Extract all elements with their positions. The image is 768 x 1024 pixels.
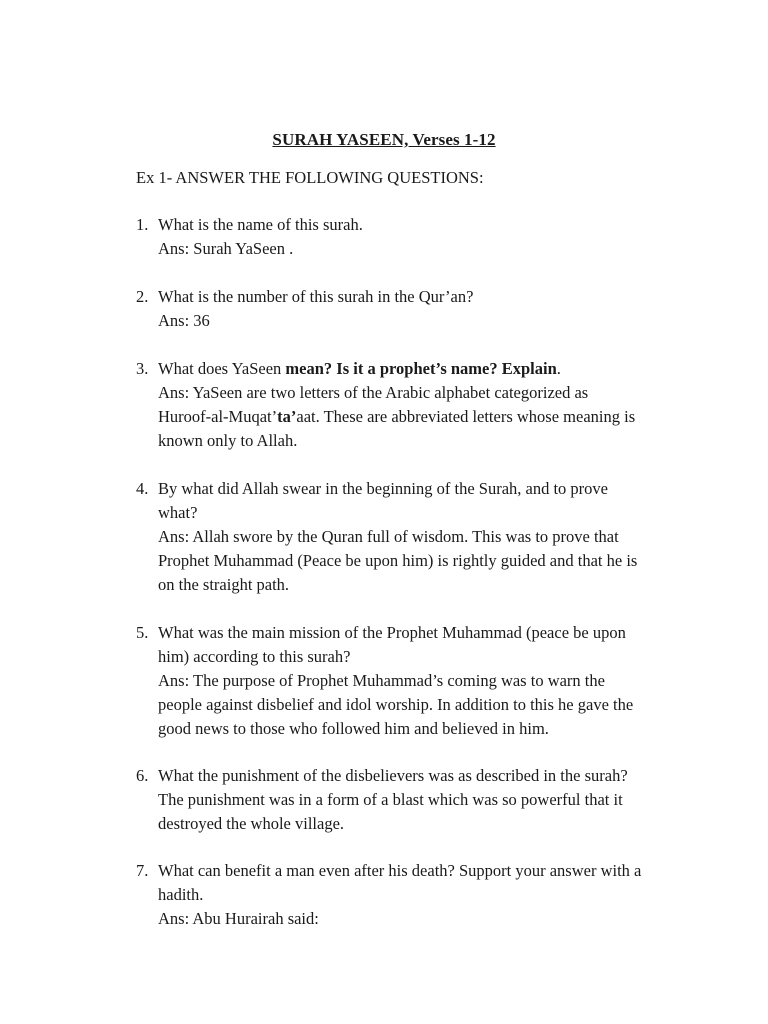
answer-text: Ans: 36 — [158, 311, 210, 330]
exercise-heading: Ex 1- ANSWER THE FOLLOWING QUESTIONS: — [136, 168, 484, 187]
question-number: 5. — [136, 623, 149, 642]
question-5 — [136, 621, 696, 741]
answer-text: Ans: YaSeen are two letters of the Arabic alphabet categorized as — [158, 383, 589, 402]
question-text: What is the name of this surah. — [158, 215, 363, 234]
question-text: By what did Allah swear in the beginning of the Surah, and to prove — [158, 479, 608, 498]
answer-text: people against disbelief and idol worship. In addition to this he gave the — [158, 695, 634, 714]
question-text-bold: mean? Is it a prophet’s name? Explain — [285, 359, 557, 378]
answer-text: known only to Allah. — [158, 431, 298, 450]
answer-text: Ans: Abu Hurairah said: — [158, 909, 319, 928]
question-number: 4. — [136, 479, 149, 498]
question-number: 7. — [136, 861, 149, 880]
answer-text: Ans: The purpose of Prophet Muhammad’s coming was to warn the — [158, 671, 605, 690]
question-4 — [136, 477, 696, 597]
question-text — [158, 357, 696, 381]
answer-text-end: aat. These are abbreviated letters whose meaning is — [296, 407, 636, 426]
answer-text: Ans: Allah swore by the Quran full of wisdom. This was to prove that — [158, 527, 619, 546]
answer-text: on the straight path. — [158, 575, 290, 594]
question-number: 3. — [136, 359, 149, 378]
question-text: him) according to this surah? — [158, 647, 351, 666]
question-text: What was the main mission of the Prophet Muhammad (peace be upon — [158, 623, 626, 642]
question-2 — [136, 285, 696, 333]
question-number: 2. — [136, 287, 149, 306]
question-6 — [136, 764, 696, 836]
answer-text: The punishment was in a form of a blast which was so powerful that it — [158, 790, 623, 809]
question-7 — [136, 859, 696, 931]
answer-text: good news to those who followed him and believed in him. — [158, 719, 549, 738]
answer-text: destroyed the whole village. — [158, 814, 345, 833]
question-text: What is the number of this surah in the Qur’an? — [158, 287, 474, 306]
answer-text: Ans: Surah YaSeen . — [158, 239, 294, 258]
question-text: hadith. — [158, 885, 204, 904]
answer-text-bold: ta’ — [277, 407, 297, 426]
answer-text — [158, 405, 696, 429]
answer-text: Prophet Muhammad (Peace be upon him) is rightly guided and that he is — [158, 551, 638, 570]
question-text: what? — [158, 503, 198, 522]
question-text: What the punishment of the disbelievers was as described in the surah? — [158, 766, 628, 785]
answer-text-plain: Huroof-al-Muqat’ — [158, 407, 278, 426]
question-number: 1. — [136, 215, 149, 234]
question-1 — [136, 213, 696, 261]
page-title: SURAH YASEEN, Verses 1-12 — [272, 130, 496, 149]
question-number: 6. — [136, 766, 149, 785]
question-text-end: . — [556, 359, 561, 378]
question-3 — [136, 357, 696, 453]
question-text: What can benefit a man even after his death? Support your answer with a — [158, 861, 642, 880]
question-text-plain: What does YaSeen — [158, 359, 286, 378]
